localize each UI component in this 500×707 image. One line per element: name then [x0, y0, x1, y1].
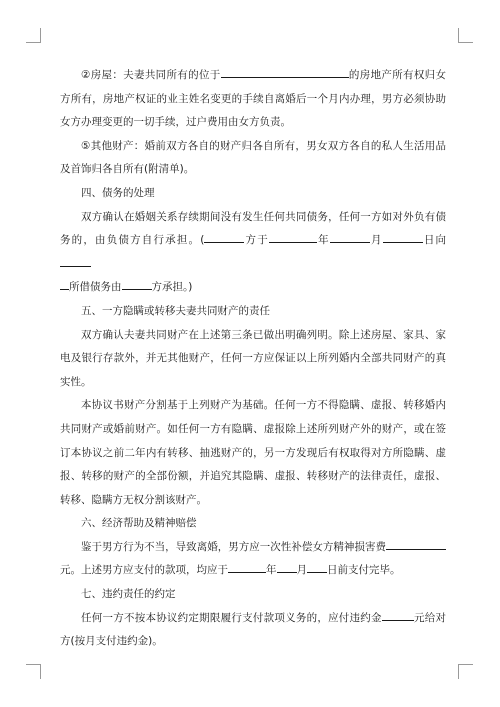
section-heading-breach: [60, 583, 446, 607]
paragraph-confirm: [60, 324, 446, 395]
text: 任何一方不按本协议约定期限履行支付款项义务的，应付违约金: [81, 611, 382, 624]
heading-text: 五、一方隐瞒或转移夫妻共同财产的责任: [81, 304, 270, 317]
section-heading-compensation: [60, 512, 446, 536]
paragraph-compensation: [60, 536, 446, 583]
text: 元。上述男方应支付的款项，均应于: [60, 564, 228, 577]
paragraph-debt: [60, 206, 446, 300]
text: 双方确认夫妻共同财产在上述第三条已做出明确列明。除上述房屋、家具、家电及银行存款外，并无其他财产，任何一方应保证以上所列婚内全部共同财产的真实性。: [60, 328, 446, 388]
blank-debt-creditor-cont[interactable]: [60, 279, 69, 290]
blank-payment-year[interactable]: [228, 562, 266, 573]
text: 日前支付完毕。: [327, 564, 401, 577]
blank-debt-bearer[interactable]: [122, 279, 152, 290]
text: 年: [316, 234, 330, 247]
text: 月: [296, 564, 307, 577]
crop-mark-top-right: [458, 28, 473, 43]
blank-penalty-amount[interactable]: [382, 610, 414, 621]
text: 方于: [244, 234, 269, 247]
blank-debt-creditor[interactable]: [60, 256, 91, 267]
blank-house-location[interactable]: [221, 67, 349, 78]
text: 月: [369, 234, 383, 247]
text: 鉴于男方行为不当，导致离婚，男方应一次性补偿女方精神损害费: [81, 540, 386, 553]
paragraph-other-property: [60, 135, 446, 182]
text: 的房地产所有权归女方所有，房地产权证的业主姓名变更的手续自离婚后一个月内办理，男方必须协助女方办理变更的一切手续，过户费用由女方负责。: [60, 69, 447, 129]
blank-payment-month[interactable]: [277, 562, 297, 573]
text: 方承担。): [151, 281, 193, 294]
blank-compensation-amount[interactable]: [386, 539, 446, 550]
text: 年: [266, 564, 277, 577]
blank-debt-party[interactable]: [204, 232, 244, 243]
text: ②房屋：夫妻共同所有的位于: [81, 69, 221, 81]
blank-payment-day[interactable]: [307, 562, 327, 573]
blank-debt-month[interactable]: [330, 232, 370, 243]
crop-mark-bottom-left: [26, 664, 41, 679]
section-heading-concealment: [60, 300, 446, 324]
crop-mark-top-left: [26, 28, 41, 43]
crop-mark-bottom-right: [458, 664, 473, 679]
section-heading-debts: [60, 182, 446, 206]
text: 元给对方(按月支付违约金)。: [60, 611, 447, 648]
text: 本协议书财产分割基于上列财产为基础。任何一方不得隐瞒、虚报、转移婚内共同财产或婚前财产。如任何一方有隐瞒、虚报除上述所列财产外的财产，或在签订本协议之前二年内有转移、抽逃财产的，另一方发现后有权取得对方所隐瞒、虚报、转移的财产的全部份额，并追究其隐瞒、虚报、转移财产的法律责任，虚报、转移、隐瞒方无权分割该财产。: [60, 399, 446, 506]
paragraph-breach: [60, 607, 446, 654]
text: 双方确认在婚姻关系存续期间没有发生任何共同债务，任何一方如对外负有债务的，由负债方自行承担。(: [60, 210, 446, 247]
text: 日向: [422, 234, 447, 247]
heading-text: 六、经济帮助及精神赔偿: [81, 517, 197, 530]
document-body: [60, 64, 446, 654]
text: ⑤其他财产：婚前双方各自的财产归各自所有，男女双方各自的私人生活用品及首饰归各自所有(附清单)。: [60, 139, 446, 176]
blank-debt-year[interactable]: [269, 232, 317, 243]
heading-text: 四、债务的处理: [81, 186, 155, 199]
heading-text: 七、违约责任的约定: [81, 588, 176, 601]
paragraph-basis: [60, 394, 446, 512]
blank-debt-day[interactable]: [383, 232, 423, 243]
text: 所借债务由: [69, 281, 122, 294]
paragraph-house: [60, 64, 446, 135]
